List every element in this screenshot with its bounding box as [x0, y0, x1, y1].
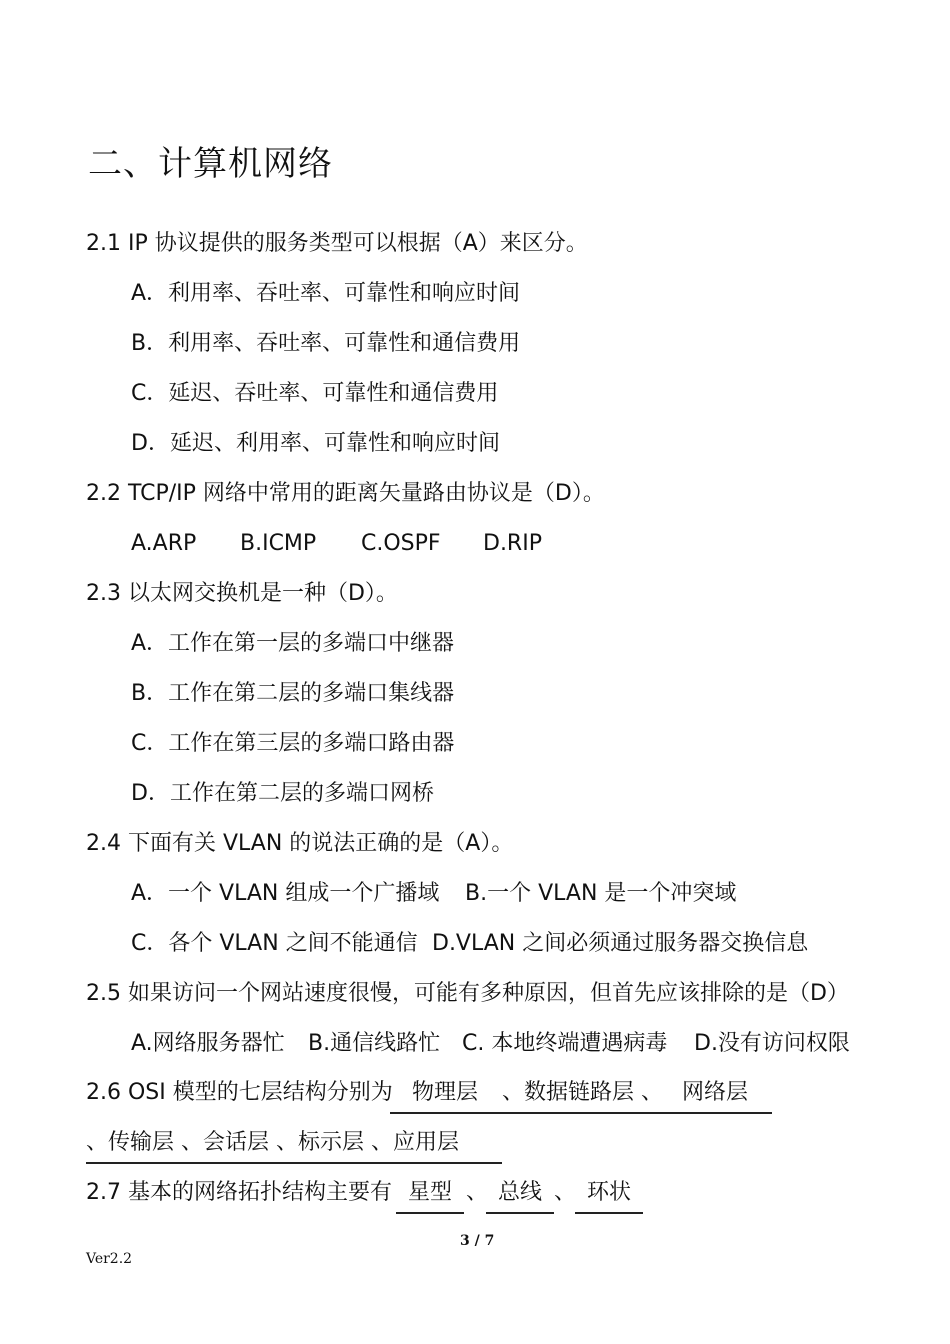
question-2-5-option-c: C. 本地终端遭遇病毒 — [462, 1031, 668, 1056]
question-2-7-blank-bus: 总线 — [498, 1180, 543, 1205]
question-2-2-option-c: C.OSPF — [361, 531, 441, 556]
question-2-2-option-b: B.ICMP — [240, 531, 317, 556]
question-2-2-stem: 2.2 TCP/IP 网络中常用的距离矢量路由协议是（D）。 — [86, 481, 605, 506]
question-2-6-continuation: 、传输层 、会话层 、标示层 、应用层 — [86, 1130, 459, 1155]
question-2-3-option-c: C．工作在第三层的多端口路由器 — [131, 731, 455, 756]
question-2-5-option-b: B.通信线路忙 — [308, 1031, 441, 1056]
question-2-2-option-d: D.RIP — [483, 531, 542, 556]
question-2-6-blank-physical: 物理层 — [412, 1080, 479, 1105]
question-2-6-stem: 2.6 OSI 模型的七层结构分别为 — [86, 1080, 393, 1105]
question-2-3-option-d: D．工作在第二层的多端口网桥 — [131, 781, 434, 806]
question-2-7-blank-ring: 环状 — [587, 1180, 632, 1205]
question-2-3-option-a: A．工作在第一层的多端口中继器 — [131, 631, 455, 656]
question-2-1-option-a: A．利用率、吞吐率、可靠性和响应时间 — [131, 281, 521, 306]
question-2-7-separator: 、 — [466, 1180, 489, 1205]
question-2-5-option-d: D.没有访问权限 — [694, 1031, 850, 1056]
answer-underline — [486, 1212, 554, 1214]
question-2-6-blank-network: 网络层 — [682, 1080, 749, 1105]
question-2-4-stem: 2.4 下面有关 VLAN 的说法正确的是（A）。 — [86, 831, 514, 856]
version-label: Ver2.2 — [86, 1251, 133, 1267]
question-2-5-stem: 2.5 如果访问一个网站速度很慢，可能有多种原因，但首先应该排除的是（D） — [86, 981, 849, 1006]
question-2-4-option-a: A．一个 VLAN 组成一个广播域 — [131, 881, 440, 906]
question-2-6-separator: 、数据链路层 、 — [502, 1080, 663, 1105]
question-2-1-option-c: C．延迟、吞吐率、可靠性和通信费用 — [131, 381, 499, 406]
answer-underline — [86, 1162, 502, 1164]
question-2-1-option-b: B．利用率、吞吐率、可靠性和通信费用 — [131, 331, 521, 356]
answer-underline — [575, 1212, 643, 1214]
question-2-3-option-b: B．工作在第二层的多端口集线器 — [131, 681, 455, 706]
question-2-7-blank-star: 星型 — [408, 1180, 453, 1205]
section-title: 二、计算机网络 — [88, 144, 333, 184]
question-2-4-option-d: D.VLAN 之间必须通过服务器交换信息 — [432, 931, 809, 956]
question-2-1-option-d: D．延迟、利用率、可靠性和响应时间 — [131, 431, 500, 456]
question-2-1-stem: 2.1 IP 协议提供的服务类型可以根据（A）来区分。 — [86, 231, 588, 256]
question-2-3-stem: 2.3 以太网交换机是一种（D）。 — [86, 581, 398, 606]
question-2-7-separator: 、 — [554, 1180, 577, 1205]
question-2-7-stem: 2.7 基本的网络拓扑结构主要有 — [86, 1180, 392, 1205]
answer-underline — [390, 1112, 772, 1114]
answer-underline — [396, 1212, 464, 1214]
question-2-5-option-a: A.网络服务器忙 — [131, 1031, 285, 1056]
question-2-2-option-a: A.ARP — [131, 531, 197, 556]
page-number: 3 / 7 — [460, 1233, 495, 1249]
question-2-4-option-c: C．各个 VLAN 之间不能通信 — [131, 931, 418, 956]
question-2-4-option-b: B.一个 VLAN 是一个冲突域 — [465, 881, 737, 906]
